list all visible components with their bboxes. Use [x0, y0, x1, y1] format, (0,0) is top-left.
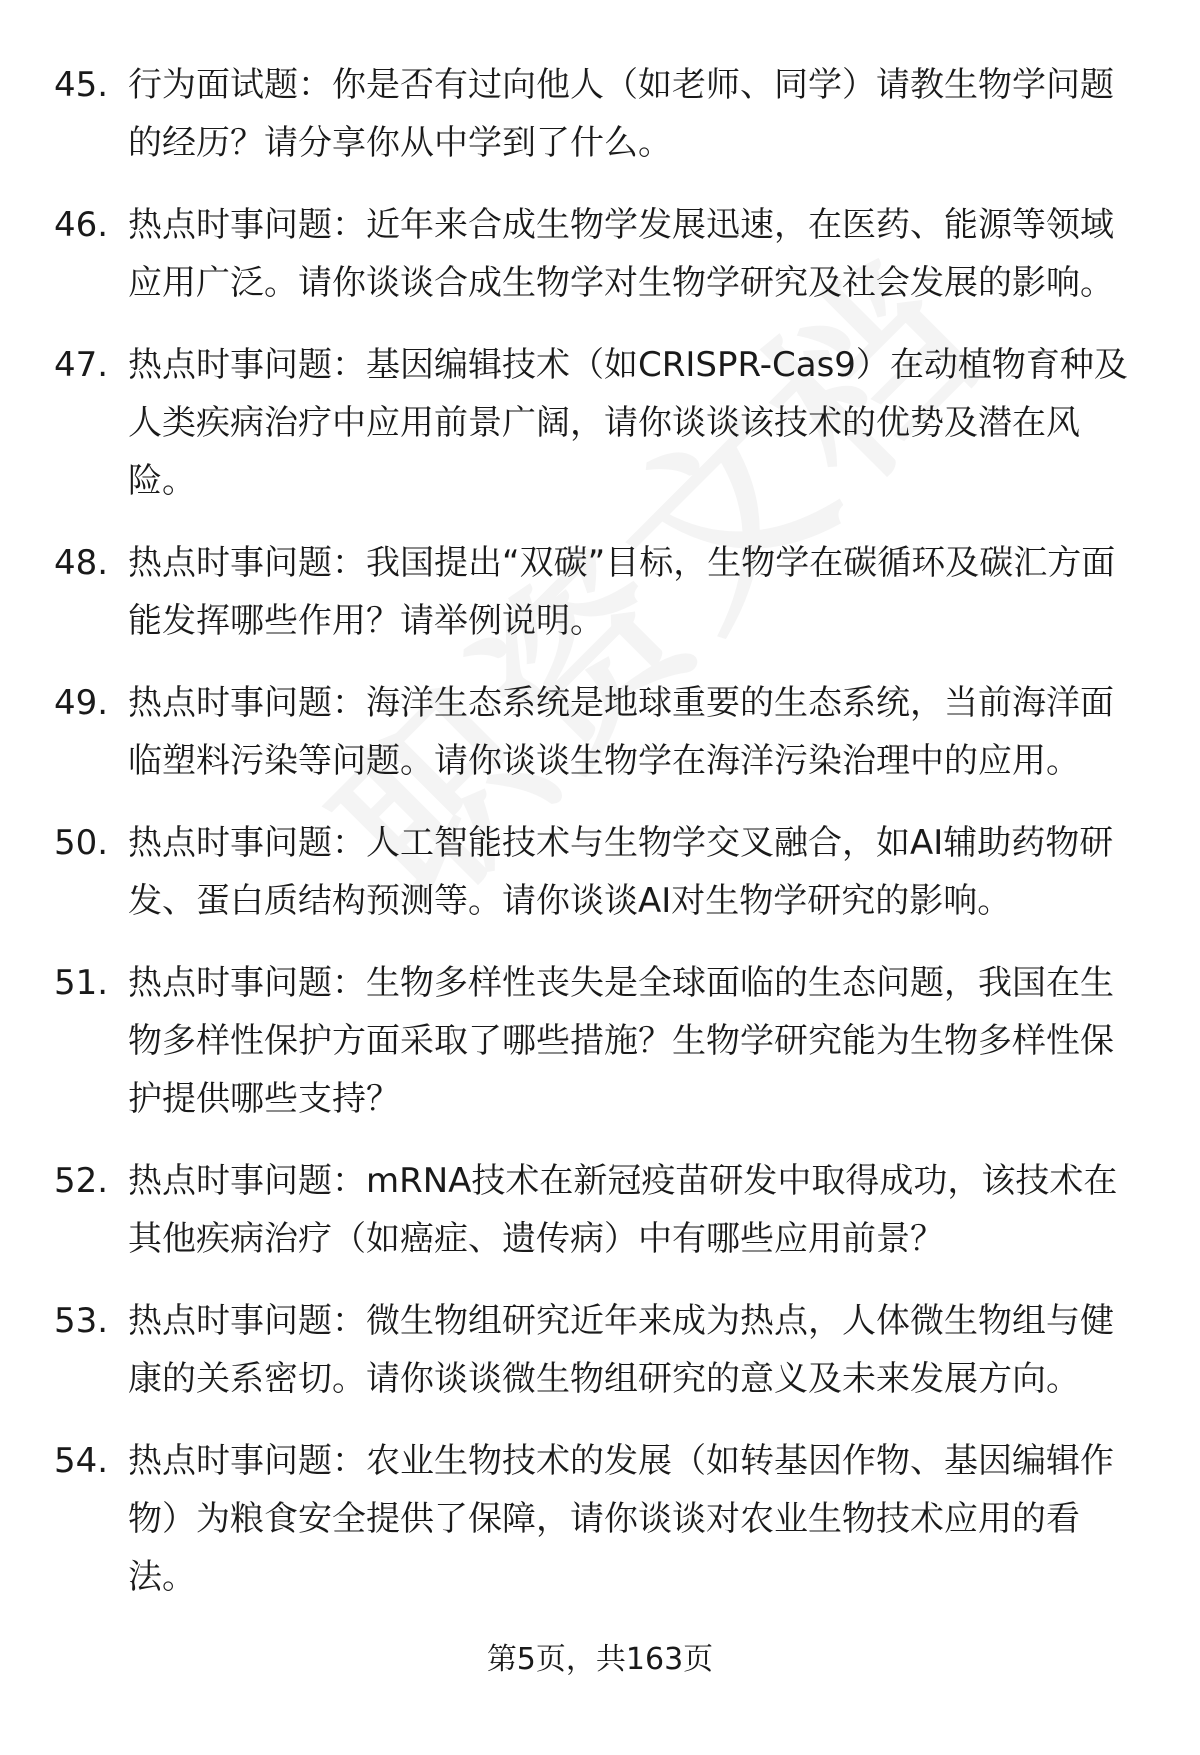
question-text: 行为面试题：你是否有过向他人（如老师、同学）请教生物学问题的经历？请分享你从中学到了什么。 [128, 65, 1114, 163]
question-item [54, 336, 1144, 510]
question-text: 热点时事问题：生物多样性丧失是全球面临的生态问题，我国在生物多样性保护方面采取了哪些措施？生物学研究能为生物多样性保护提供哪些支持？ [128, 963, 1114, 1119]
question-number: 47. [54, 345, 109, 385]
question-text: 热点时事问题：基因编辑技术（如CRISPR-Cas9）在动植物育种及人类疾病治疗中应用前景广阔，请你谈谈该技术的优势及潜在风险。 [128, 345, 1128, 501]
question-text: 热点时事问题：近年来合成生物学发展迅速，在医药、能源等领域应用广泛。请你谈谈合成生物学对生物学研究及社会发展的影响。 [128, 205, 1114, 303]
question-item [54, 674, 1144, 790]
question-number: 51. [54, 963, 109, 1003]
question-number: 49. [54, 683, 109, 723]
question-number: 50. [54, 823, 109, 863]
question-text: 热点时事问题：我国提出“双碳”目标，生物学在碳循环及碳汇方面能发挥哪些作用？请举例说明。 [128, 543, 1116, 641]
question-item [54, 196, 1144, 312]
question-item [54, 1432, 1144, 1606]
question-item [54, 954, 1144, 1128]
question-number: 53. [54, 1301, 109, 1341]
question-item [54, 814, 1144, 930]
question-text: 热点时事问题：mRNA技术在新冠疫苗研发中取得成功，该技术在其他疾病治疗（如癌症、遗传病）中有哪些应用前景？ [128, 1161, 1118, 1259]
question-item [54, 534, 1144, 650]
question-item [54, 1152, 1144, 1268]
question-text: 热点时事问题：微生物组研究近年来成为热点，人体微生物组与健康的关系密切。请你谈谈微生物组研究的意义及未来发展方向。 [128, 1301, 1114, 1399]
page-footer: 第5页，共163页 [486, 1642, 714, 1677]
question-item [54, 1292, 1144, 1408]
question-number: 45. [54, 65, 109, 105]
question-number: 54. [54, 1441, 109, 1481]
question-number: 46. [54, 205, 109, 245]
question-list [54, 56, 1144, 1630]
question-number: 48. [54, 543, 109, 583]
question-text: 热点时事问题：农业生物技术的发展（如转基因作物、基因编辑作物）为粮食安全提供了保障，请你谈谈对农业生物技术应用的看法。 [128, 1441, 1114, 1597]
question-text: 热点时事问题：海洋生态系统是地球重要的生态系统，当前海洋面临塑料污染等问题。请你谈谈生物学在海洋污染治理中的应用。 [128, 683, 1114, 781]
question-item [54, 56, 1144, 172]
question-number: 52. [54, 1161, 109, 1201]
question-text: 热点时事问题：人工智能技术与生物学交叉融合，如AI辅助药物研发、蛋白质结构预测等。请你谈谈AI对生物学研究的影响。 [128, 823, 1114, 921]
